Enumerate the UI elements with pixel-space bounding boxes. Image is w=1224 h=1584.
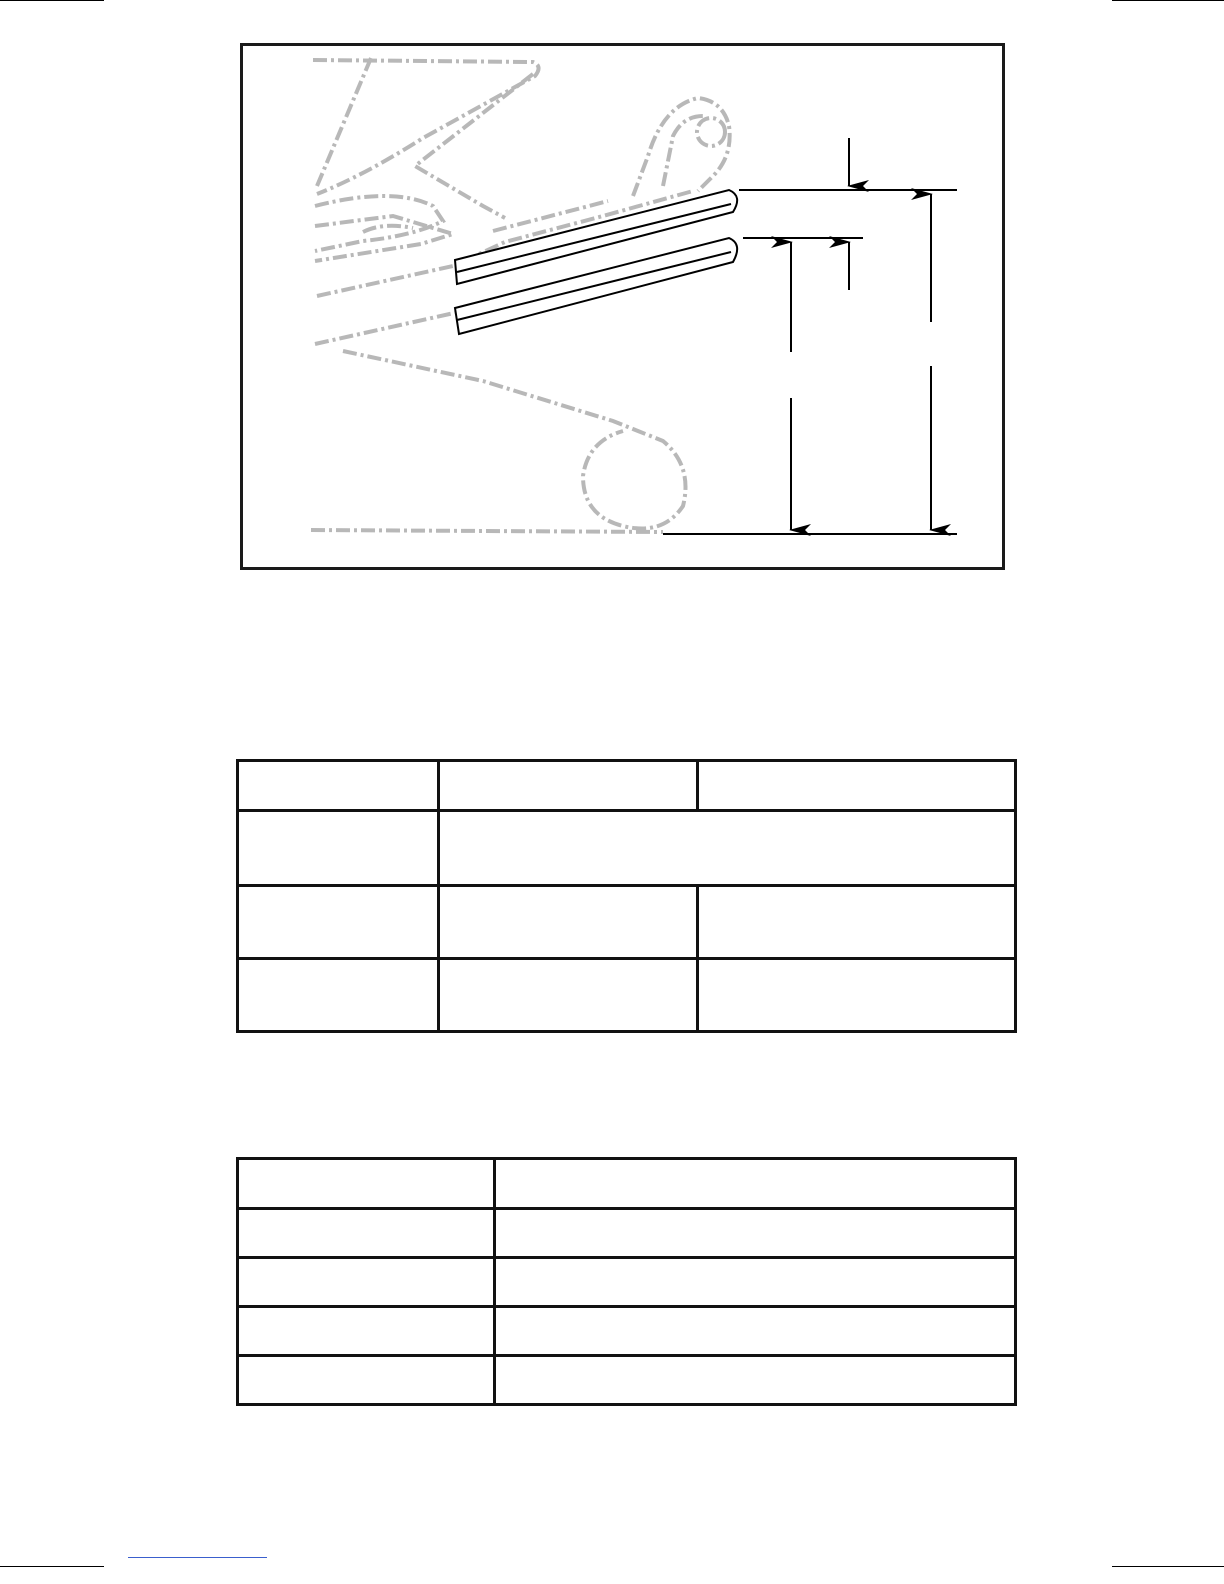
table-cell [698, 959, 1016, 1032]
table-cell [495, 1258, 1016, 1307]
table-cell [238, 1159, 495, 1209]
table-cell [238, 761, 439, 811]
table-row [238, 1356, 1016, 1405]
dimension-table [236, 759, 1017, 1033]
table-row [238, 761, 1016, 811]
table-cell [495, 1307, 1016, 1356]
table-cell [698, 886, 1016, 959]
table-cell [495, 1209, 1016, 1258]
diagram-figure [240, 43, 1005, 570]
table-row [238, 811, 1016, 886]
footer-link[interactable] [128, 1557, 267, 1558]
table-cell [238, 886, 439, 959]
table-cell [238, 959, 439, 1032]
table-row [238, 1159, 1016, 1209]
table-row [238, 1307, 1016, 1356]
table-cell [238, 811, 439, 886]
spec-table [236, 1157, 1017, 1406]
table-cell [238, 1258, 495, 1307]
table-cell [698, 761, 1016, 811]
bottom-left-rule [0, 1566, 104, 1567]
table-cell [439, 811, 1016, 886]
table-cell [495, 1159, 1016, 1209]
table-cell [439, 959, 698, 1032]
table-cell [439, 886, 698, 959]
table-cell [238, 1209, 495, 1258]
top-left-rule [0, 0, 104, 1]
table-cell [238, 1307, 495, 1356]
table-row [238, 1209, 1016, 1258]
table-row [238, 886, 1016, 959]
boat-transom-motor-mount-diagram-icon [243, 46, 1002, 567]
table-cell [439, 761, 698, 811]
bottom-right-rule [1112, 1566, 1224, 1567]
top-right-rule [1112, 0, 1224, 1]
table-cell [495, 1356, 1016, 1405]
table-row [238, 959, 1016, 1032]
table-cell [238, 1356, 495, 1405]
table-row [238, 1258, 1016, 1307]
